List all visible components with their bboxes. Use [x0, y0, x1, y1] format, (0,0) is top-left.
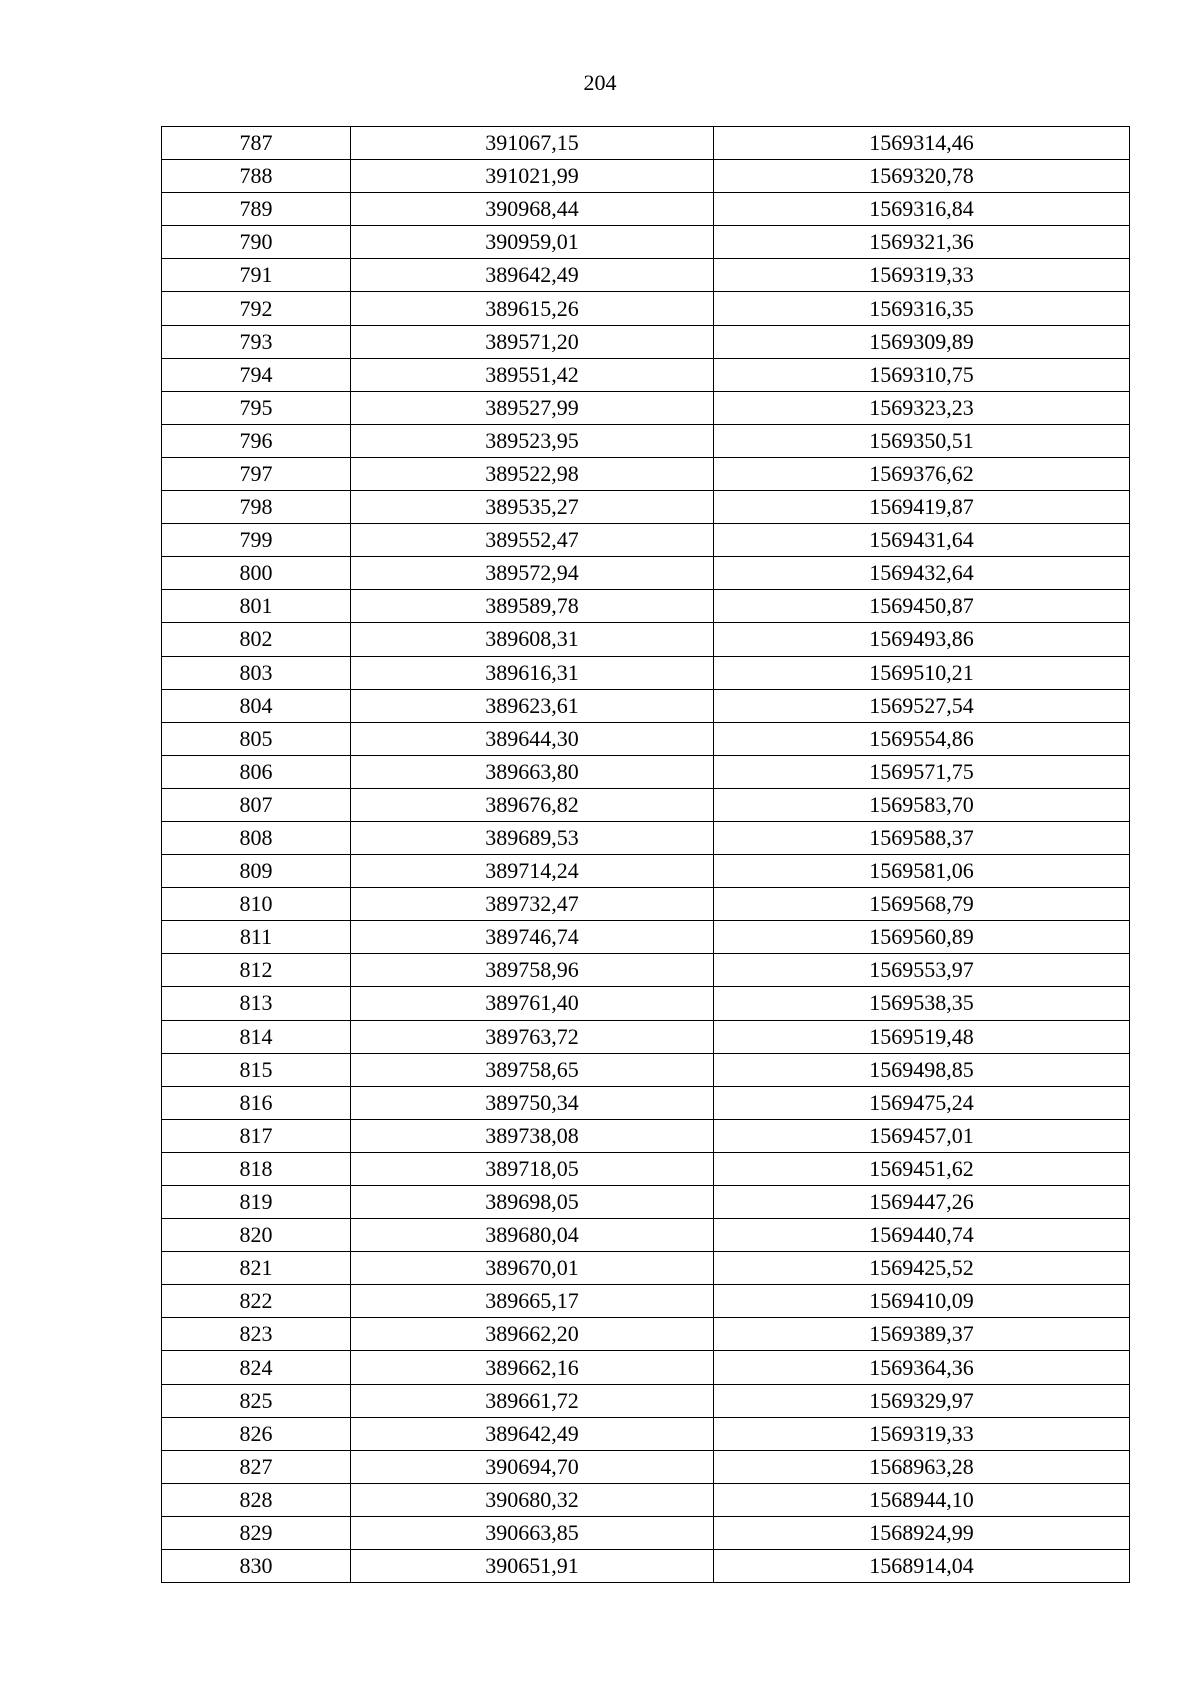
table-row — [162, 160, 1130, 193]
y-coordinate-cell: 1569323,23 — [714, 391, 1130, 424]
x-coordinate-cell: 389665,17 — [351, 1285, 714, 1318]
table-row — [162, 1516, 1130, 1549]
x-coordinate-cell: 389746,74 — [351, 921, 714, 954]
x-coordinate-cell: 390968,44 — [351, 193, 714, 226]
point-number-cell: 787 — [162, 127, 351, 160]
table-row — [162, 557, 1130, 590]
point-number-cell: 805 — [162, 722, 351, 755]
table-row — [162, 524, 1130, 557]
y-coordinate-cell: 1569316,84 — [714, 193, 1130, 226]
point-number-cell: 790 — [162, 226, 351, 259]
y-coordinate-cell: 1569319,33 — [714, 1417, 1130, 1450]
coordinates-table-body — [162, 127, 1130, 1583]
y-coordinate-cell: 1569554,86 — [714, 722, 1130, 755]
table-row — [162, 325, 1130, 358]
point-number-cell: 827 — [162, 1450, 351, 1483]
x-coordinate-cell: 389732,47 — [351, 888, 714, 921]
y-coordinate-cell: 1569364,36 — [714, 1351, 1130, 1384]
x-coordinate-cell: 389527,99 — [351, 391, 714, 424]
x-coordinate-cell: 390651,91 — [351, 1550, 714, 1583]
x-coordinate-cell: 389623,61 — [351, 689, 714, 722]
y-coordinate-cell: 1569309,89 — [714, 325, 1130, 358]
table-row — [162, 1186, 1130, 1219]
point-number-cell: 788 — [162, 160, 351, 193]
x-coordinate-cell: 389522,98 — [351, 457, 714, 490]
table-row — [162, 656, 1130, 689]
x-coordinate-cell: 391021,99 — [351, 160, 714, 193]
table-row — [162, 888, 1130, 921]
y-coordinate-cell: 1569451,62 — [714, 1152, 1130, 1185]
table-row — [162, 193, 1130, 226]
point-number-cell: 802 — [162, 623, 351, 656]
table-row — [162, 424, 1130, 457]
table-row — [162, 491, 1130, 524]
table-row — [162, 590, 1130, 623]
point-number-cell: 791 — [162, 259, 351, 292]
y-coordinate-cell: 1569376,62 — [714, 457, 1130, 490]
page-number: 204 — [583, 70, 617, 95]
point-number-cell: 807 — [162, 788, 351, 821]
table-row — [162, 226, 1130, 259]
point-number-cell: 818 — [162, 1152, 351, 1185]
y-coordinate-cell: 1569440,74 — [714, 1219, 1130, 1252]
point-number-cell: 828 — [162, 1483, 351, 1516]
x-coordinate-cell: 389689,53 — [351, 821, 714, 854]
x-coordinate-cell: 390663,85 — [351, 1516, 714, 1549]
x-coordinate-cell: 389644,30 — [351, 722, 714, 755]
table-row — [162, 623, 1130, 656]
x-coordinate-cell: 390694,70 — [351, 1450, 714, 1483]
table-row — [162, 1252, 1130, 1285]
x-coordinate-cell: 389750,34 — [351, 1086, 714, 1119]
y-coordinate-cell: 1569510,21 — [714, 656, 1130, 689]
y-coordinate-cell: 1569493,86 — [714, 623, 1130, 656]
y-coordinate-cell: 1569498,85 — [714, 1053, 1130, 1086]
point-number-cell: 813 — [162, 987, 351, 1020]
y-coordinate-cell: 1569583,70 — [714, 788, 1130, 821]
y-coordinate-cell: 1569588,37 — [714, 821, 1130, 854]
point-number-cell: 816 — [162, 1086, 351, 1119]
x-coordinate-cell: 389589,78 — [351, 590, 714, 623]
y-coordinate-cell: 1569475,24 — [714, 1086, 1130, 1119]
y-coordinate-cell: 1569450,87 — [714, 590, 1130, 623]
y-coordinate-cell: 1569432,64 — [714, 557, 1130, 590]
point-number-cell: 824 — [162, 1351, 351, 1384]
x-coordinate-cell: 389535,27 — [351, 491, 714, 524]
point-number-cell: 812 — [162, 954, 351, 987]
table-row — [162, 722, 1130, 755]
table-row — [162, 1550, 1130, 1583]
table-row — [162, 1053, 1130, 1086]
table-row — [162, 358, 1130, 391]
table-row — [162, 391, 1130, 424]
y-coordinate-cell: 1569553,97 — [714, 954, 1130, 987]
x-coordinate-cell: 389552,47 — [351, 524, 714, 557]
table-row — [162, 1152, 1130, 1185]
point-number-cell: 800 — [162, 557, 351, 590]
x-coordinate-cell: 389680,04 — [351, 1219, 714, 1252]
table-row — [162, 689, 1130, 722]
y-coordinate-cell: 1569316,35 — [714, 292, 1130, 325]
y-coordinate-cell: 1569560,89 — [714, 921, 1130, 954]
point-number-cell: 799 — [162, 524, 351, 557]
y-coordinate-cell: 1569568,79 — [714, 888, 1130, 921]
y-coordinate-cell: 1569581,06 — [714, 855, 1130, 888]
x-coordinate-cell: 389714,24 — [351, 855, 714, 888]
x-coordinate-cell: 389662,20 — [351, 1318, 714, 1351]
point-number-cell: 793 — [162, 325, 351, 358]
table-row — [162, 821, 1130, 854]
x-coordinate-cell: 389670,01 — [351, 1252, 714, 1285]
x-coordinate-cell: 389615,26 — [351, 292, 714, 325]
table-row — [162, 1119, 1130, 1152]
y-coordinate-cell: 1569310,75 — [714, 358, 1130, 391]
y-coordinate-cell: 1569447,26 — [714, 1186, 1130, 1219]
x-coordinate-cell: 389763,72 — [351, 1020, 714, 1053]
table-row — [162, 954, 1130, 987]
y-coordinate-cell: 1569389,37 — [714, 1318, 1130, 1351]
y-coordinate-cell: 1569410,09 — [714, 1285, 1130, 1318]
point-number-cell: 829 — [162, 1516, 351, 1549]
table-row — [162, 127, 1130, 160]
y-coordinate-cell: 1569320,78 — [714, 160, 1130, 193]
x-coordinate-cell: 389642,49 — [351, 1417, 714, 1450]
table-row — [162, 1384, 1130, 1417]
point-number-cell: 811 — [162, 921, 351, 954]
y-coordinate-cell: 1569329,97 — [714, 1384, 1130, 1417]
point-number-cell: 810 — [162, 888, 351, 921]
x-coordinate-cell: 389642,49 — [351, 259, 714, 292]
x-coordinate-cell: 389616,31 — [351, 656, 714, 689]
point-number-cell: 822 — [162, 1285, 351, 1318]
x-coordinate-cell: 389758,65 — [351, 1053, 714, 1086]
point-number-cell: 809 — [162, 855, 351, 888]
x-coordinate-cell: 389662,16 — [351, 1351, 714, 1384]
point-number-cell: 826 — [162, 1417, 351, 1450]
x-coordinate-cell: 389661,72 — [351, 1384, 714, 1417]
x-coordinate-cell: 389761,40 — [351, 987, 714, 1020]
y-coordinate-cell: 1568944,10 — [714, 1483, 1130, 1516]
x-coordinate-cell: 390959,01 — [351, 226, 714, 259]
y-coordinate-cell: 1569527,54 — [714, 689, 1130, 722]
point-number-cell: 797 — [162, 457, 351, 490]
x-coordinate-cell: 389738,08 — [351, 1119, 714, 1152]
point-number-cell: 819 — [162, 1186, 351, 1219]
y-coordinate-cell: 1569314,46 — [714, 127, 1130, 160]
x-coordinate-cell: 389663,80 — [351, 755, 714, 788]
y-coordinate-cell: 1569319,33 — [714, 259, 1130, 292]
x-coordinate-cell: 389718,05 — [351, 1152, 714, 1185]
table-row — [162, 1020, 1130, 1053]
table-row — [162, 987, 1130, 1020]
x-coordinate-cell: 390680,32 — [351, 1483, 714, 1516]
table-row — [162, 1483, 1130, 1516]
x-coordinate-cell: 389698,05 — [351, 1186, 714, 1219]
point-number-cell: 796 — [162, 424, 351, 457]
y-coordinate-cell: 1569350,51 — [714, 424, 1130, 457]
table-row — [162, 1450, 1130, 1483]
table-row — [162, 1219, 1130, 1252]
y-coordinate-cell: 1569419,87 — [714, 491, 1130, 524]
point-number-cell: 823 — [162, 1318, 351, 1351]
table-row — [162, 755, 1130, 788]
point-number-cell: 830 — [162, 1550, 351, 1583]
table-row — [162, 1417, 1130, 1450]
point-number-cell: 804 — [162, 689, 351, 722]
y-coordinate-cell: 1568924,99 — [714, 1516, 1130, 1549]
table-row — [162, 1318, 1130, 1351]
point-number-cell: 825 — [162, 1384, 351, 1417]
point-number-cell: 806 — [162, 755, 351, 788]
x-coordinate-cell: 389523,95 — [351, 424, 714, 457]
table-row — [162, 788, 1130, 821]
table-row — [162, 921, 1130, 954]
x-coordinate-cell: 389758,96 — [351, 954, 714, 987]
y-coordinate-cell: 1569571,75 — [714, 755, 1130, 788]
point-number-cell: 794 — [162, 358, 351, 391]
coordinates-table — [161, 126, 1130, 1583]
x-coordinate-cell: 389571,20 — [351, 325, 714, 358]
point-number-cell: 801 — [162, 590, 351, 623]
table-row — [162, 1285, 1130, 1318]
point-number-cell: 795 — [162, 391, 351, 424]
y-coordinate-cell: 1569519,48 — [714, 1020, 1130, 1053]
table-row — [162, 1086, 1130, 1119]
x-coordinate-cell: 389551,42 — [351, 358, 714, 391]
x-coordinate-cell: 389572,94 — [351, 557, 714, 590]
x-coordinate-cell: 389676,82 — [351, 788, 714, 821]
point-number-cell: 803 — [162, 656, 351, 689]
point-number-cell: 815 — [162, 1053, 351, 1086]
point-number-cell: 821 — [162, 1252, 351, 1285]
y-coordinate-cell: 1569457,01 — [714, 1119, 1130, 1152]
point-number-cell: 808 — [162, 821, 351, 854]
x-coordinate-cell: 389608,31 — [351, 623, 714, 656]
point-number-cell: 817 — [162, 1119, 351, 1152]
point-number-cell: 820 — [162, 1219, 351, 1252]
table-row — [162, 457, 1130, 490]
y-coordinate-cell: 1569425,52 — [714, 1252, 1130, 1285]
table-row — [162, 855, 1130, 888]
y-coordinate-cell: 1569321,36 — [714, 226, 1130, 259]
point-number-cell: 814 — [162, 1020, 351, 1053]
y-coordinate-cell: 1568963,28 — [714, 1450, 1130, 1483]
point-number-cell: 792 — [162, 292, 351, 325]
table-row — [162, 292, 1130, 325]
y-coordinate-cell: 1569538,35 — [714, 987, 1130, 1020]
point-number-cell: 798 — [162, 491, 351, 524]
y-coordinate-cell: 1569431,64 — [714, 524, 1130, 557]
point-number-cell: 789 — [162, 193, 351, 226]
y-coordinate-cell: 1568914,04 — [714, 1550, 1130, 1583]
x-coordinate-cell: 391067,15 — [351, 127, 714, 160]
table-row — [162, 1351, 1130, 1384]
table-row — [162, 259, 1130, 292]
